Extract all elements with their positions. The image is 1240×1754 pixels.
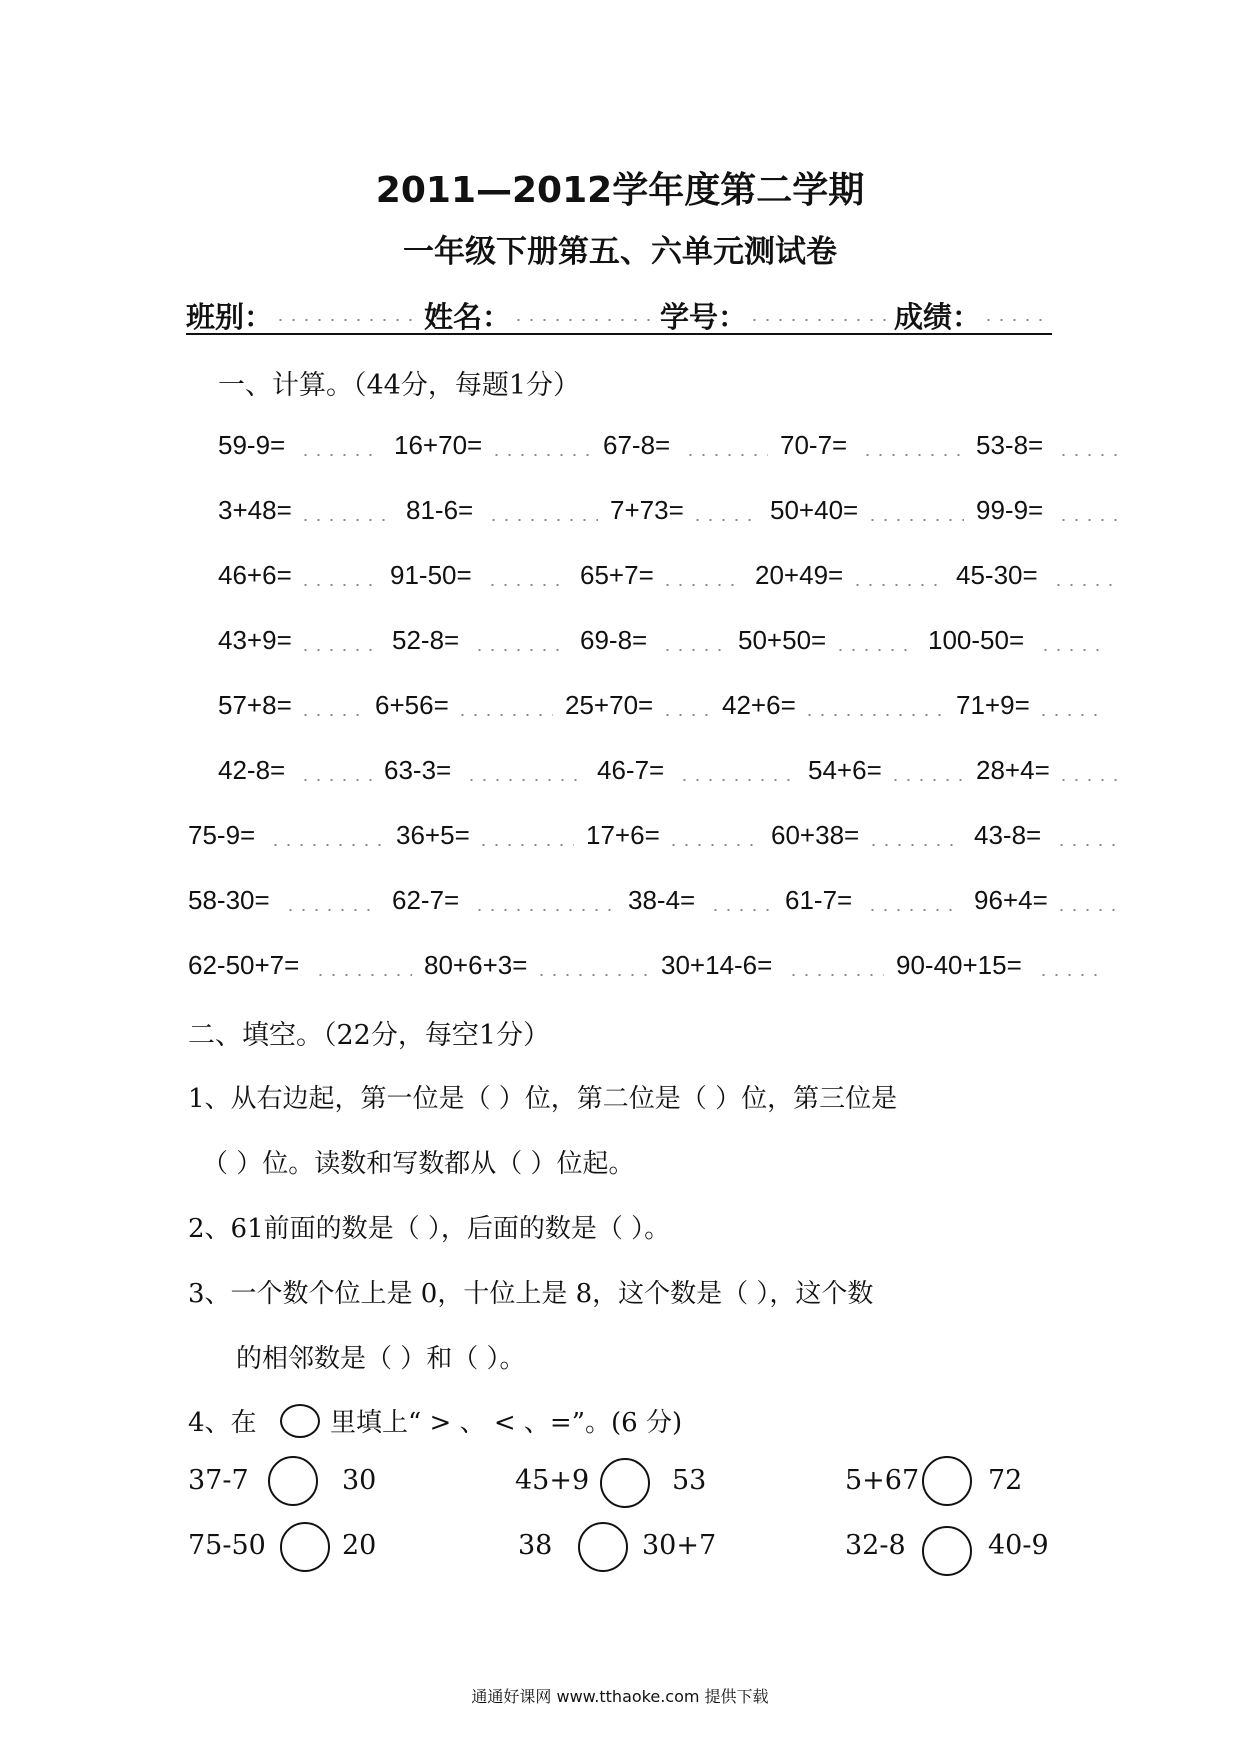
answer-blank[interactable] xyxy=(1057,519,1117,521)
section1-heading: 一、计算。（44分，每题1分） xyxy=(218,370,581,401)
answer-blank[interactable] xyxy=(456,714,553,716)
answer-blank[interactable] xyxy=(866,519,964,521)
answer-blank[interactable] xyxy=(691,519,758,521)
name-blank xyxy=(512,319,652,321)
calc-problem: 45-30= xyxy=(956,560,1038,590)
calc-problem: 28+4= xyxy=(976,755,1050,785)
calc-problem: 54+6= xyxy=(808,755,882,785)
calc-problem: 80+6+3= xyxy=(424,950,528,980)
class-label: 班别： xyxy=(186,300,274,334)
score-label: 成绩： xyxy=(894,300,982,334)
calc-problem: 65+7= xyxy=(580,560,654,590)
compare-right: 30+7 xyxy=(642,1530,717,1561)
calc-problem: 67-8= xyxy=(603,430,671,460)
calc-problem: 69-8= xyxy=(580,625,648,655)
calc-problem: 62-7= xyxy=(392,885,460,915)
answer-blank[interactable] xyxy=(473,909,616,911)
student-info-line xyxy=(186,295,1052,335)
question-4-instruction: 里填上“ > 、 < 、=”。(6 分) xyxy=(330,1408,683,1438)
answer-blank[interactable] xyxy=(661,584,743,586)
calc-problem: 99-9= xyxy=(976,495,1044,525)
answer-blank[interactable] xyxy=(1037,714,1097,716)
compare-right: 40-9 xyxy=(988,1530,1049,1561)
calc-problem: 70-7= xyxy=(780,430,848,460)
section2-heading: 二、填空。（22分，每空1分） xyxy=(188,1020,551,1051)
answer-blank[interactable] xyxy=(1052,584,1112,586)
calc-problem: 30+14-6= xyxy=(661,950,773,980)
calc-problem: 57+8= xyxy=(218,690,292,720)
compare-circle[interactable] xyxy=(922,1456,972,1506)
calc-problem: 43+9= xyxy=(218,625,292,655)
calc-problem: 62-50+7= xyxy=(188,950,300,980)
calc-problem: 6+56= xyxy=(375,690,449,720)
compare-circle[interactable] xyxy=(268,1456,318,1506)
answer-blank[interactable] xyxy=(684,454,768,456)
answer-blank[interactable] xyxy=(299,454,382,456)
answer-blank[interactable] xyxy=(487,519,598,521)
calc-problem: 25+70= xyxy=(565,690,654,720)
answer-blank[interactable] xyxy=(1037,974,1097,976)
compare-right: 72 xyxy=(988,1465,1023,1496)
calc-problem: 71+9= xyxy=(956,690,1030,720)
answer-blank[interactable] xyxy=(473,649,568,651)
answer-blank[interactable] xyxy=(867,844,962,846)
answer-blank[interactable] xyxy=(667,844,759,846)
calc-problem: 38-4= xyxy=(628,885,696,915)
answer-blank[interactable] xyxy=(1055,844,1115,846)
compare-circle[interactable] xyxy=(600,1458,650,1508)
question-4-prefix: 4、在 xyxy=(188,1408,257,1438)
calc-problem: 7+73= xyxy=(610,495,684,525)
answer-blank[interactable] xyxy=(299,649,380,651)
calc-problem: 50+40= xyxy=(770,495,859,525)
answer-blank[interactable] xyxy=(490,454,591,456)
calc-problem: 59-9= xyxy=(218,430,286,460)
calc-problem: 17+6= xyxy=(586,820,660,850)
question-2: 2、61前面的数是（ ），后面的数是（ ）。 xyxy=(188,1214,671,1244)
calc-problem: 46+6= xyxy=(218,560,292,590)
calc-problem: 90-40+15= xyxy=(896,950,1022,980)
answer-blank[interactable] xyxy=(465,779,585,781)
compare-right: 30 xyxy=(342,1465,377,1496)
answer-blank[interactable] xyxy=(535,974,649,976)
calc-problem: 100-50= xyxy=(928,625,1025,655)
compare-left: 37-7 xyxy=(188,1465,249,1496)
answer-blank[interactable] xyxy=(1055,909,1115,911)
answer-blank[interactable] xyxy=(1039,649,1099,651)
calc-problem: 43-8= xyxy=(974,820,1042,850)
answer-blank[interactable] xyxy=(299,714,363,716)
calc-problem: 60+38= xyxy=(771,820,860,850)
calc-problem: 96+4= xyxy=(974,885,1048,915)
answer-blank[interactable] xyxy=(1057,454,1117,456)
page-title: 2011—2012学年度第二学期 xyxy=(375,170,865,211)
calc-problem: 81-6= xyxy=(406,495,474,525)
calc-problem: 61-7= xyxy=(785,885,853,915)
answer-blank[interactable] xyxy=(299,584,378,586)
number-blank xyxy=(748,319,888,321)
footer-credit: 通通好课网 www.tthaoke.com 提供下载 xyxy=(471,1687,769,1706)
compare-left: 75-50 xyxy=(188,1530,266,1561)
number-label: 学号： xyxy=(660,300,748,334)
page-subtitle: 一年级下册第五、六单元测试卷 xyxy=(403,234,837,270)
answer-blank[interactable] xyxy=(787,974,884,976)
compare-left: 38 xyxy=(518,1530,553,1561)
calc-problem: 3+48= xyxy=(218,495,292,525)
question-3-line-2: 的相邻数是（ ）和（ ）。 xyxy=(236,1344,526,1374)
calc-problem: 75-9= xyxy=(188,820,256,850)
calc-problem: 58-30= xyxy=(188,885,270,915)
calc-problem: 52-8= xyxy=(392,625,460,655)
calc-problem: 46-7= xyxy=(597,755,665,785)
calc-problem: 20+49= xyxy=(755,560,844,590)
compare-circle[interactable] xyxy=(280,1522,330,1572)
answer-blank[interactable] xyxy=(284,909,380,911)
compare-circle[interactable] xyxy=(578,1522,628,1572)
compare-left: 5+67 xyxy=(845,1465,920,1496)
calc-problem: 42-8= xyxy=(218,755,286,785)
answer-blank[interactable] xyxy=(851,584,944,586)
class-blank xyxy=(274,319,414,321)
answer-blank[interactable] xyxy=(834,649,916,651)
answer-blank[interactable] xyxy=(299,519,394,521)
compare-right: 20 xyxy=(342,1530,377,1561)
calc-problem: 63-3= xyxy=(384,755,452,785)
answer-blank[interactable] xyxy=(486,584,568,586)
compare-left: 32-8 xyxy=(845,1530,906,1561)
answer-blank[interactable] xyxy=(709,909,773,911)
answer-blank[interactable] xyxy=(661,714,710,716)
answer-blank[interactable] xyxy=(477,844,574,846)
calc-problem: 42+6= xyxy=(722,690,796,720)
calc-problem: 53-8= xyxy=(976,430,1044,460)
answer-blank[interactable] xyxy=(314,974,412,976)
score-blank xyxy=(982,319,1042,321)
answer-blank[interactable] xyxy=(661,649,726,651)
calc-problem: 36+5= xyxy=(396,820,470,850)
compare-left: 45+9 xyxy=(515,1465,590,1496)
answer-blank[interactable] xyxy=(678,779,796,781)
compare-right: 53 xyxy=(672,1465,707,1496)
answer-blank[interactable] xyxy=(889,779,964,781)
answer-blank[interactable] xyxy=(299,779,372,781)
calc-problem: 91-50= xyxy=(390,560,472,590)
question-1-line-2: （ ）位。读数和写数都从（ ）位起。 xyxy=(202,1149,635,1179)
question-3-line-1: 3、一个数个位上是 0，十位上是 8，这个数是（ ），这个数 xyxy=(188,1279,874,1309)
answer-blank[interactable] xyxy=(1057,779,1117,781)
question-1-line-1: 1、从右边起，第一位是（ ）位，第二位是（ ）位，第三位是 xyxy=(188,1084,898,1114)
compare-circle[interactable] xyxy=(922,1526,972,1576)
calc-problem: 16+70= xyxy=(394,430,483,460)
answer-blank[interactable] xyxy=(861,454,964,456)
calc-problem: 50+50= xyxy=(738,625,827,655)
circle-symbol-icon xyxy=(280,1404,320,1438)
name-label: 姓名： xyxy=(424,300,512,334)
answer-blank[interactable] xyxy=(269,844,384,846)
answer-blank[interactable] xyxy=(866,909,962,911)
answer-blank[interactable] xyxy=(803,714,944,716)
